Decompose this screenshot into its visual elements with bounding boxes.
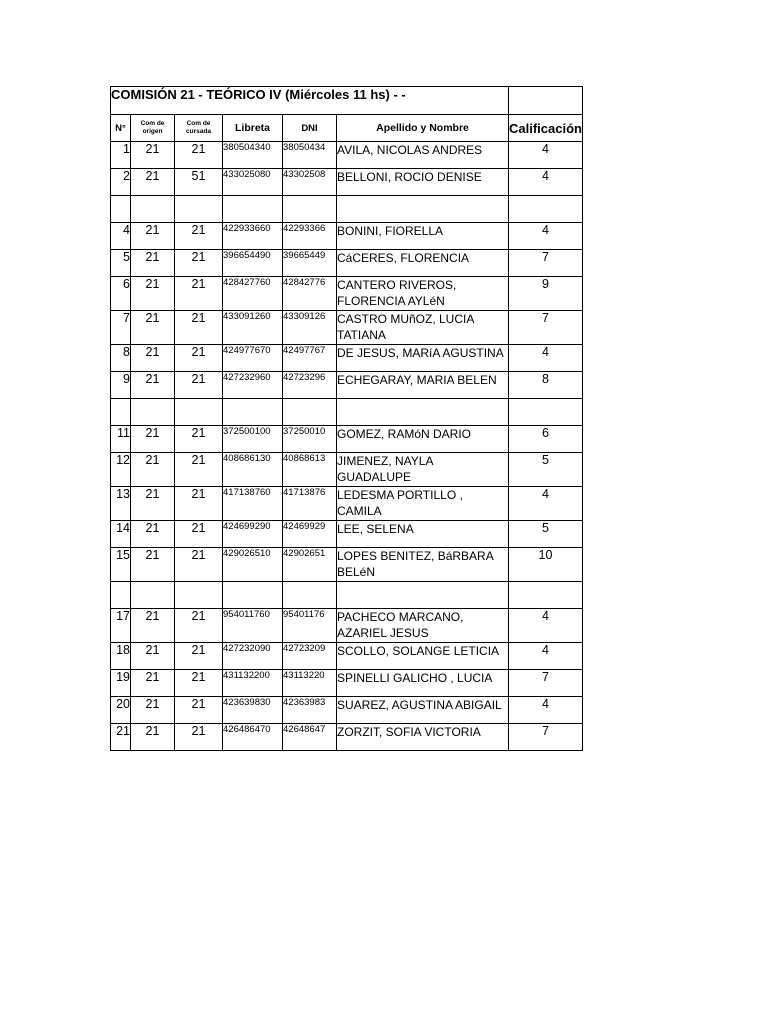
row-number: 20 <box>111 697 131 724</box>
row-number: 14 <box>111 521 131 548</box>
com-origen-cell: 21 <box>131 453 175 487</box>
com-cursada-cell: 21 <box>175 697 223 724</box>
com-origen-cell: 21 <box>131 426 175 453</box>
header-nombre: Apellido y Nombre <box>337 115 509 142</box>
com-cursada-cell: 21 <box>175 453 223 487</box>
libreta-cell: 433025080 <box>223 169 283 196</box>
row-number: 4 <box>111 223 131 250</box>
com-cursada-cell: 21 <box>175 142 223 169</box>
table-row <box>111 277 583 311</box>
calificacion-cell: 7 <box>509 311 583 345</box>
calificacion-cell: 8 <box>509 372 583 399</box>
com-cursada-cell <box>175 196 223 223</box>
com-origen-cell: 21 <box>131 223 175 250</box>
calificacion-cell: 7 <box>509 724 583 751</box>
table-row <box>111 724 583 751</box>
com-origen-cell: 21 <box>131 521 175 548</box>
calificacion-cell: 7 <box>509 670 583 697</box>
calificacion-cell: 4 <box>509 487 583 521</box>
com-cursada-cell: 21 <box>175 643 223 670</box>
com-cursada-cell: 21 <box>175 670 223 697</box>
com-cursada-cell: 21 <box>175 250 223 277</box>
name-cell: CANTERO RIVEROS, FLORENCIA AYLéN <box>337 277 509 311</box>
table-row <box>111 521 583 548</box>
com-cursada-cell: 21 <box>175 609 223 643</box>
com-cursada-cell: 21 <box>175 345 223 372</box>
name-cell: LEE, SELENA <box>337 521 509 548</box>
header-com-origen: Com de origen <box>131 115 175 142</box>
libreta-cell: 429026510 <box>223 548 283 582</box>
com-origen-cell: 21 <box>131 643 175 670</box>
table-row <box>111 487 583 521</box>
name-cell: BONINI, FIORELLA <box>337 223 509 250</box>
com-origen-cell: 21 <box>131 724 175 751</box>
row-number: 11 <box>111 426 131 453</box>
dni-cell: 42497767 <box>283 345 337 372</box>
name-cell: GOMEZ, RAMóN DARIO <box>337 426 509 453</box>
row-number: 5 <box>111 250 131 277</box>
com-cursada-cell: 21 <box>175 548 223 582</box>
com-origen-cell: 21 <box>131 169 175 196</box>
calificacion-cell: 9 <box>509 277 583 311</box>
com-origen-cell <box>131 582 175 609</box>
com-origen-cell: 21 <box>131 277 175 311</box>
libreta-cell: 424977670 <box>223 345 283 372</box>
dni-cell: 37250010 <box>283 426 337 453</box>
calificacion-cell: 5 <box>509 521 583 548</box>
name-cell <box>337 582 509 609</box>
row-number: 7 <box>111 311 131 345</box>
com-origen-cell: 21 <box>131 311 175 345</box>
table-row <box>111 372 583 399</box>
libreta-cell: 396654490 <box>223 250 283 277</box>
calificacion-cell <box>509 399 583 426</box>
dni-cell: 42293366 <box>283 223 337 250</box>
com-origen-cell: 21 <box>131 345 175 372</box>
libreta-cell: 428427760 <box>223 277 283 311</box>
com-origen-cell: 21 <box>131 372 175 399</box>
row-number <box>111 582 131 609</box>
table-row <box>111 670 583 697</box>
row-number: 18 <box>111 643 131 670</box>
table-row <box>111 548 583 582</box>
table-row <box>111 643 583 670</box>
dni-cell: 43113220 <box>283 670 337 697</box>
row-number <box>111 399 131 426</box>
name-cell: LOPES BENITEZ, BáRBARA BELéN <box>337 548 509 582</box>
libreta-cell: 426486470 <box>223 724 283 751</box>
dni-cell: 42469929 <box>283 521 337 548</box>
row-number: 13 <box>111 487 131 521</box>
title-row <box>111 87 583 115</box>
row-number: 1 <box>111 142 131 169</box>
table-row <box>111 250 583 277</box>
com-cursada-cell: 21 <box>175 311 223 345</box>
com-cursada-cell: 21 <box>175 277 223 311</box>
calificacion-cell: 4 <box>509 345 583 372</box>
name-cell: BELLONI, ROCIO DENISE <box>337 169 509 196</box>
com-cursada-cell: 21 <box>175 223 223 250</box>
libreta-cell: 423639830 <box>223 697 283 724</box>
com-origen-cell: 21 <box>131 548 175 582</box>
calificacion-cell: 6 <box>509 426 583 453</box>
table-row <box>111 311 583 345</box>
name-cell: DE JESUS, MARíA AGUSTINA <box>337 345 509 372</box>
row-number: 19 <box>111 670 131 697</box>
com-cursada-cell: 21 <box>175 426 223 453</box>
name-cell: SUAREZ, AGUSTINA ABIGAIL <box>337 697 509 724</box>
table-row <box>111 223 583 250</box>
com-cursada-cell: 21 <box>175 724 223 751</box>
title-empty-cell <box>509 87 583 115</box>
calificacion-cell <box>509 582 583 609</box>
com-cursada-cell: 21 <box>175 521 223 548</box>
table-row <box>111 142 583 169</box>
row-number <box>111 196 131 223</box>
row-number: 2 <box>111 169 131 196</box>
name-cell: JIMENEZ, NAYLA GUADALUPE <box>337 453 509 487</box>
table-row <box>111 169 583 196</box>
header-number: N° <box>111 115 131 142</box>
libreta-cell <box>223 196 283 223</box>
grades-table <box>110 86 583 751</box>
libreta-cell: 433091260 <box>223 311 283 345</box>
com-origen-cell: 21 <box>131 609 175 643</box>
header-com-cursada: Com de cursada <box>175 115 223 142</box>
table-row <box>111 196 583 223</box>
name-cell: LEDESMA PORTILLO , CAMILA <box>337 487 509 521</box>
name-cell: SPINELLI GALICHO , LUCIA <box>337 670 509 697</box>
dni-cell: 42648647 <box>283 724 337 751</box>
table-row <box>111 399 583 426</box>
calificacion-cell: 5 <box>509 453 583 487</box>
dni-cell <box>283 196 337 223</box>
name-cell: PACHECO MARCANO, AZARIEL JESUS <box>337 609 509 643</box>
header-row <box>111 115 583 142</box>
calificacion-cell: 10 <box>509 548 583 582</box>
name-cell: CASTRO MUñOZ, LUCIA TATIANA <box>337 311 509 345</box>
header-calificacion: Calificación <box>509 115 583 142</box>
calificacion-cell: 4 <box>509 223 583 250</box>
dni-cell <box>283 399 337 426</box>
com-cursada-cell: 21 <box>175 487 223 521</box>
com-origen-cell: 21 <box>131 142 175 169</box>
name-cell: ECHEGARAY, MARIA BELEN <box>337 372 509 399</box>
name-cell: CáCERES, FLORENCIA <box>337 250 509 277</box>
dni-cell: 42723296 <box>283 372 337 399</box>
row-number: 12 <box>111 453 131 487</box>
row-number: 21 <box>111 724 131 751</box>
com-cursada-cell <box>175 399 223 426</box>
header-libreta: Libreta <box>223 115 283 142</box>
table-row <box>111 697 583 724</box>
table-row <box>111 345 583 372</box>
com-cursada-cell <box>175 582 223 609</box>
dni-cell: 42842776 <box>283 277 337 311</box>
com-origen-cell: 21 <box>131 250 175 277</box>
com-origen-cell <box>131 399 175 426</box>
dni-cell: 41713876 <box>283 487 337 521</box>
dni-cell: 42723209 <box>283 643 337 670</box>
libreta-cell: 427232960 <box>223 372 283 399</box>
table-row <box>111 453 583 487</box>
libreta-cell: 431132200 <box>223 670 283 697</box>
libreta-cell <box>223 399 283 426</box>
dni-cell: 95401176 <box>283 609 337 643</box>
libreta-cell: 422933660 <box>223 223 283 250</box>
name-cell: SCOLLO, SOLANGE LETICIA <box>337 643 509 670</box>
com-origen-cell: 21 <box>131 670 175 697</box>
libreta-cell: 427232090 <box>223 643 283 670</box>
libreta-cell: 380504340 <box>223 142 283 169</box>
table-row <box>111 426 583 453</box>
dni-cell: 42363983 <box>283 697 337 724</box>
com-origen-cell: 21 <box>131 697 175 724</box>
dni-cell: 42902651 <box>283 548 337 582</box>
row-number: 8 <box>111 345 131 372</box>
calificacion-cell: 4 <box>509 643 583 670</box>
dni-cell <box>283 582 337 609</box>
name-cell: ZORZIT, SOFIA VICTORIA <box>337 724 509 751</box>
row-number: 17 <box>111 609 131 643</box>
libreta-cell: 424699290 <box>223 521 283 548</box>
name-cell <box>337 196 509 223</box>
libreta-cell: 408686130 <box>223 453 283 487</box>
calificacion-cell: 4 <box>509 697 583 724</box>
dni-cell: 38050434 <box>283 142 337 169</box>
libreta-cell: 417138760 <box>223 487 283 521</box>
calificacion-cell <box>509 196 583 223</box>
com-cursada-cell: 21 <box>175 372 223 399</box>
row-number: 15 <box>111 548 131 582</box>
header-dni: DNI <box>283 115 337 142</box>
sheet-title: COMISIÓN 21 - TEÓRICO IV (Miércoles 11 hs) - - <box>111 87 509 115</box>
libreta-cell: 954011760 <box>223 609 283 643</box>
calificacion-cell: 7 <box>509 250 583 277</box>
dni-cell: 43302508 <box>283 169 337 196</box>
dni-cell: 39665449 <box>283 250 337 277</box>
com-origen-cell: 21 <box>131 487 175 521</box>
name-cell: AVILA, NICOLAS ANDRES <box>337 142 509 169</box>
name-cell <box>337 399 509 426</box>
calificacion-cell: 4 <box>509 609 583 643</box>
dni-cell: 40868613 <box>283 453 337 487</box>
libreta-cell <box>223 582 283 609</box>
row-number: 6 <box>111 277 131 311</box>
libreta-cell: 372500100 <box>223 426 283 453</box>
table-row <box>111 609 583 643</box>
table-row <box>111 582 583 609</box>
com-origen-cell <box>131 196 175 223</box>
row-number: 9 <box>111 372 131 399</box>
calificacion-cell: 4 <box>509 142 583 169</box>
com-cursada-cell: 51 <box>175 169 223 196</box>
dni-cell: 43309126 <box>283 311 337 345</box>
calificacion-cell: 4 <box>509 169 583 196</box>
